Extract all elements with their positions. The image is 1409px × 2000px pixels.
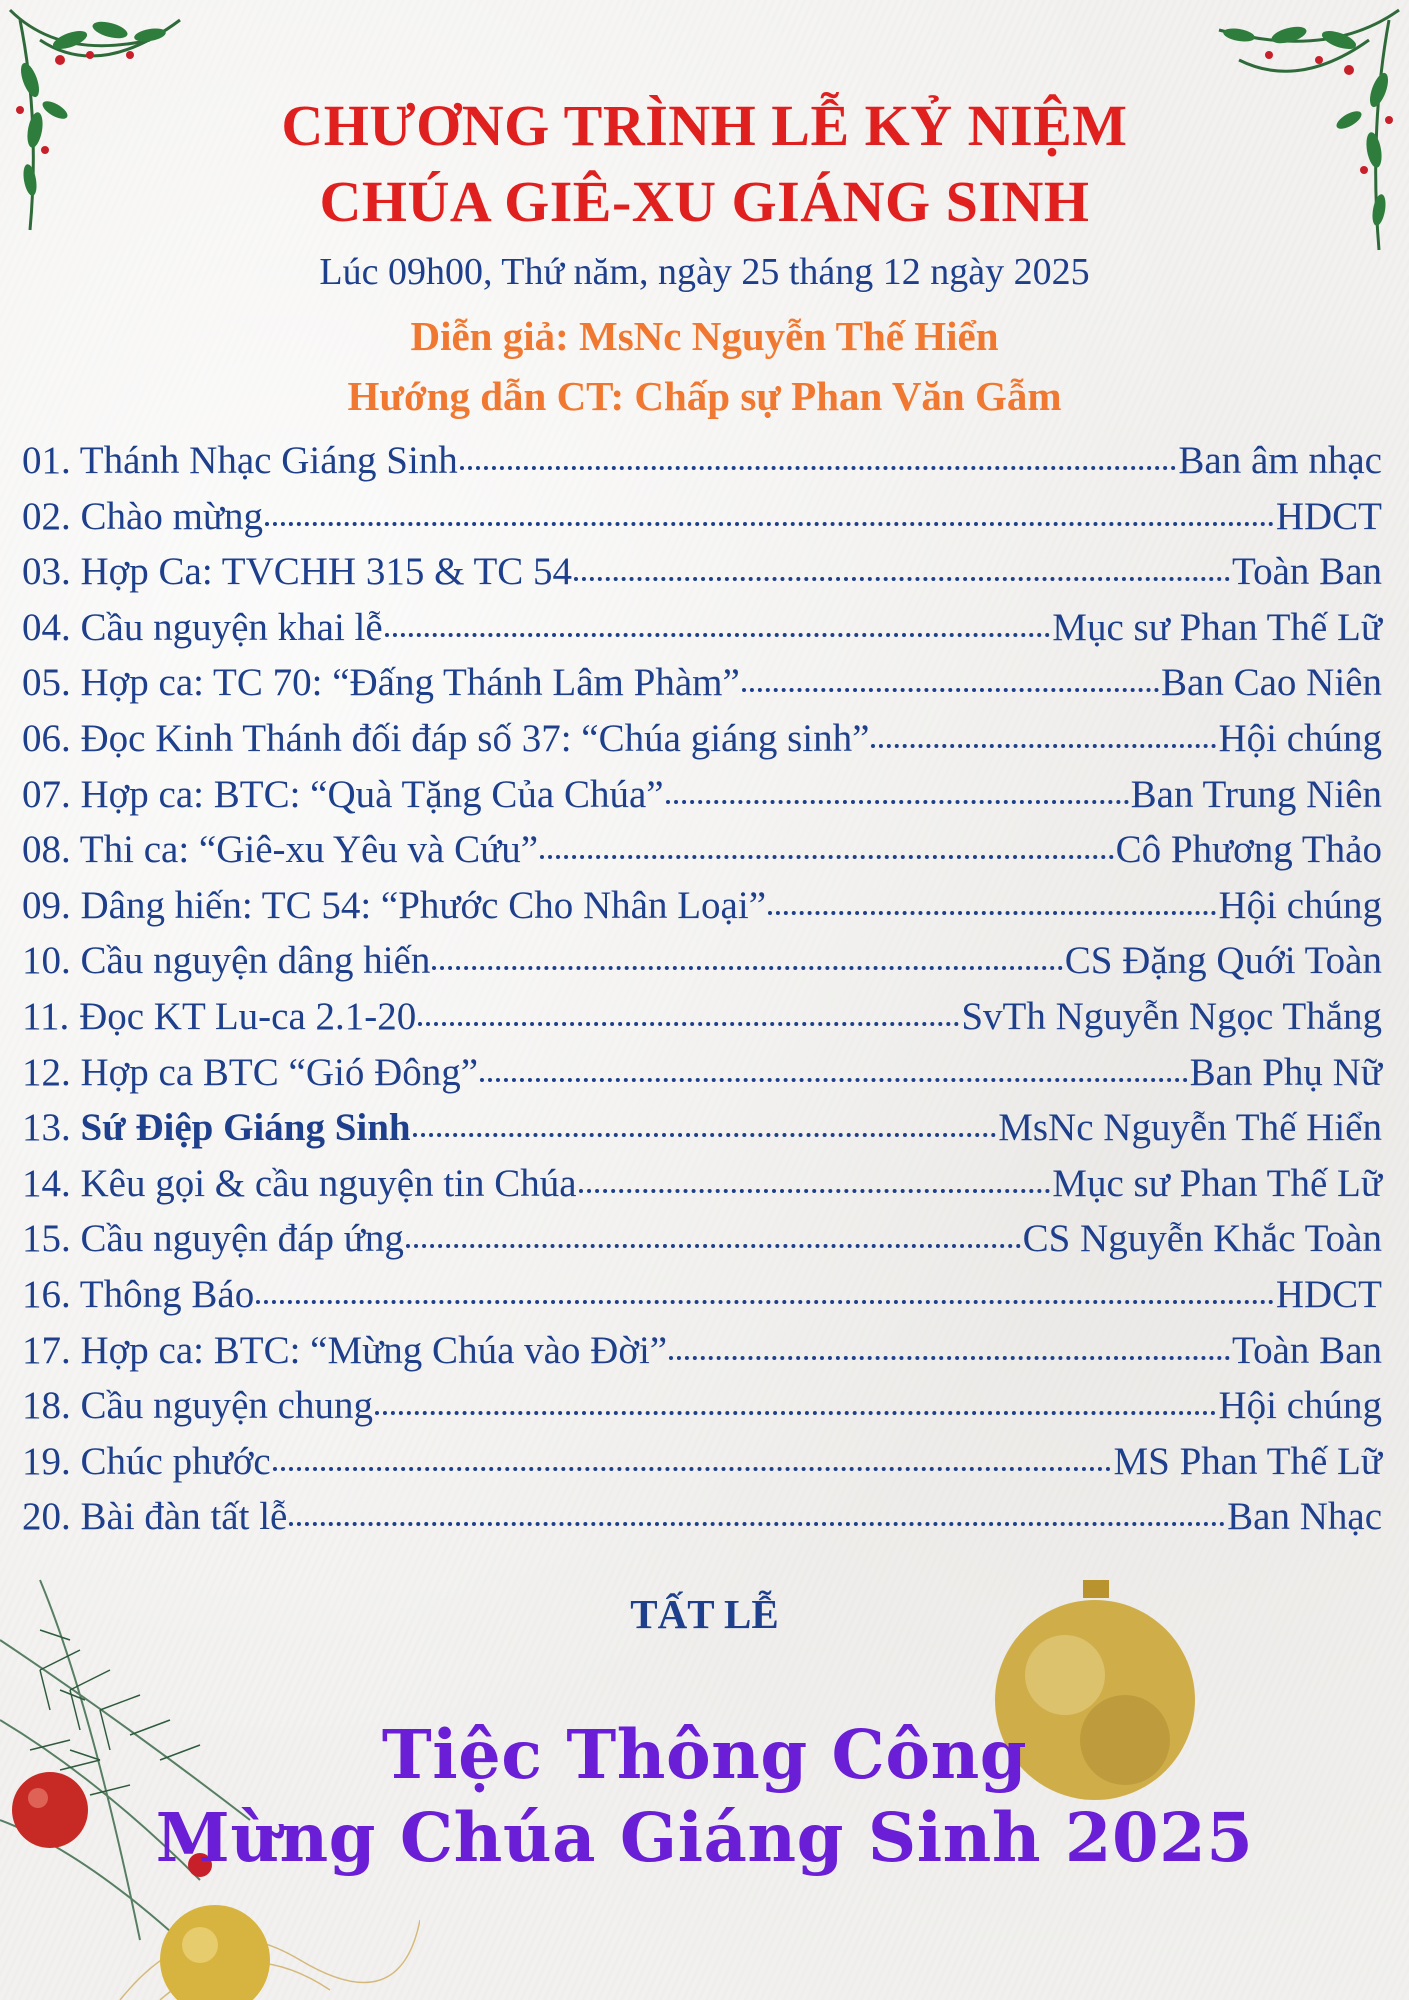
program-item-performer: Mục sư Phan Thế Lữ	[1052, 605, 1382, 649]
program-item-title	[22, 994, 416, 1039]
program-item-title	[22, 938, 430, 983]
program-item-name: Hợp ca: TC 70: “Đấng Thánh Lâm Phàm”	[80, 661, 740, 705]
program-item	[22, 772, 1382, 828]
dot-leader	[265, 522, 1274, 526]
program-item-number: 08.	[22, 828, 71, 872]
program-item	[22, 1050, 1382, 1106]
dot-leader	[480, 1078, 1188, 1082]
program-item-performer: Toàn Ban	[1232, 550, 1382, 594]
program-item-title	[22, 772, 664, 817]
program-item	[22, 1439, 1382, 1495]
program-item-name: Dâng hiến: TC 54: “Phước Cho Nhân Loại”	[80, 883, 767, 927]
program-item-performer: Ban Cao Niên	[1161, 661, 1382, 705]
program-item-title	[22, 1272, 254, 1317]
program-item	[22, 883, 1382, 939]
program-item-performer: MsNc Nguyễn Thế Hiển	[998, 1106, 1382, 1150]
program-item-number: 10.	[22, 939, 71, 983]
program-item-performer: SvTh Nguyễn Ngọc Thắng	[961, 994, 1382, 1038]
dot-leader	[413, 1133, 997, 1137]
dot-leader	[289, 1522, 1225, 1526]
program-item-performer: Ban âm nhạc	[1178, 439, 1382, 482]
program-item-title	[22, 1439, 271, 1484]
program-item-title	[22, 716, 869, 761]
program-item-name: Chúc phước	[80, 1439, 271, 1483]
program-item-title	[22, 605, 383, 650]
program-item-title	[22, 438, 458, 483]
program-item-number: 20.	[22, 1495, 71, 1539]
program-item	[22, 549, 1382, 605]
program-item-number: 12.	[22, 1050, 71, 1094]
program-item-title	[22, 1494, 287, 1539]
closing-label: TẤT LỄ	[630, 1591, 779, 1637]
program-item	[22, 1328, 1382, 1384]
program-item-performer: Mục sư Phan Thế Lữ	[1052, 1161, 1382, 1205]
program-item	[22, 1494, 1382, 1550]
program-item-number: 19.	[22, 1439, 71, 1483]
program-item-number: 16.	[22, 1272, 71, 1316]
program-item	[22, 994, 1382, 1050]
title-line-1: CHƯƠNG TRÌNH LỄ KỶ NIỆM	[281, 93, 1128, 158]
program-item-title	[22, 1328, 667, 1373]
dot-leader	[460, 466, 1177, 470]
host-line: Hướng dẫn CT: Chấp sự Phan Văn Gẫm	[347, 373, 1062, 419]
program-item-title	[22, 827, 538, 872]
program-item-number: 03.	[22, 550, 71, 594]
program-item-number: 18.	[22, 1384, 71, 1428]
program-item-performer: MS Phan Thế Lữ	[1113, 1439, 1382, 1483]
program-item-number: 17.	[22, 1328, 71, 1372]
dot-leader	[742, 688, 1159, 692]
program-item-performer: Hội chúng	[1218, 716, 1382, 760]
program-item-name: Cầu nguyện khai lễ	[80, 605, 383, 649]
program-item-number: 11.	[22, 994, 70, 1038]
program-item-name: Cầu nguyện chung	[80, 1384, 373, 1428]
speaker-line: Diễn giả: MsNc Nguyễn Thế Hiển	[410, 313, 999, 359]
dot-leader	[385, 633, 1051, 637]
program-item-name: Thánh Nhạc Giáng Sinh	[79, 439, 458, 482]
program-item	[22, 938, 1382, 994]
program-item-title	[22, 494, 263, 539]
dot-leader	[375, 1411, 1216, 1415]
program-item-number: 09.	[22, 883, 71, 927]
program-item-name: Cầu nguyện dâng hiến	[80, 939, 431, 983]
program-item-performer: HDCT	[1275, 1272, 1382, 1316]
program-list	[22, 438, 1382, 1550]
program-item-name: Sứ Điệp Giáng Sinh	[80, 1106, 411, 1150]
program-item-title	[22, 1216, 404, 1261]
dot-leader	[669, 1356, 1230, 1360]
program-item-name: Đọc Kinh Thánh đối đáp số 37: “Chúa giáng sinh”	[80, 716, 870, 760]
dot-leader	[540, 855, 1114, 859]
title-line-2: CHÚA GIÊ-XU GIÁNG SINH	[319, 169, 1090, 234]
program-item	[22, 716, 1382, 772]
program-title	[0, 88, 1409, 240]
program-item-number: 07.	[22, 772, 71, 816]
program-item-name: Hợp Ca: TVCHH 315 & TC 54	[80, 550, 573, 594]
program-item-title	[22, 1383, 373, 1428]
dot-leader	[256, 1300, 1274, 1304]
program-item-number: 05.	[22, 661, 71, 705]
event-datetime: Lúc 09h00, Thứ năm, ngày 25 tháng 12 ngày 2025	[319, 251, 1090, 293]
program-item-name: Hợp ca BTC “Gió Đông”	[80, 1050, 479, 1094]
program-item	[22, 1216, 1382, 1272]
program-item-name: Đọc KT Lu-ca 2.1-20	[79, 994, 417, 1038]
dot-leader	[871, 744, 1216, 748]
program-item	[22, 1161, 1382, 1217]
dot-leader	[418, 1022, 959, 1026]
dot-leader	[579, 1189, 1051, 1193]
program-item-performer: HDCT	[1275, 494, 1382, 538]
program-item-name: Hợp ca: BTC: “Mừng Chúa vào Đời”	[80, 1328, 668, 1372]
program-item-number: 14.	[22, 1161, 71, 1205]
program-item-performer: CS Nguyễn Khắc Toàn	[1022, 1217, 1382, 1261]
program-item-performer: Ban Phụ Nữ	[1189, 1050, 1382, 1094]
program-item-performer: Ban Nhạc	[1227, 1495, 1382, 1539]
program-item	[22, 605, 1382, 661]
program-item-performer: Toàn Ban	[1232, 1328, 1382, 1372]
program-item-title	[22, 1050, 478, 1095]
program-item-title	[22, 883, 766, 928]
feast-line-1: Tiệc Thông Công	[381, 1715, 1028, 1794]
program-item	[22, 827, 1382, 883]
program-item-name: Cầu nguyện đáp ứng	[80, 1217, 404, 1261]
program-item	[22, 438, 1382, 494]
program-item-number: 02.	[22, 494, 71, 538]
program-item-number: 13.	[22, 1106, 71, 1150]
program-item-name: Hợp ca: BTC: “Quà Tặng Của Chúa”	[80, 772, 664, 816]
dot-leader	[406, 1244, 1021, 1248]
program-item	[22, 1383, 1382, 1439]
program-item-performer: Hội chúng	[1218, 883, 1382, 927]
program-item-name: Thông Báo	[79, 1272, 255, 1316]
program-item-performer: Ban Trung Niên	[1130, 772, 1382, 816]
program-item	[22, 1105, 1382, 1161]
program-item-number: 15.	[22, 1217, 71, 1261]
program-item	[22, 1272, 1382, 1328]
program-item-performer: Cô Phương Thảo	[1115, 828, 1382, 872]
program-item-number: 04.	[22, 605, 71, 649]
feast-line-2: Mừng Chúa Giáng Sinh 2025	[155, 1798, 1254, 1877]
dot-leader	[768, 911, 1216, 915]
program-item-number: 06.	[22, 716, 71, 760]
program-item-name: Kêu gọi & cầu nguyện tin Chúa	[80, 1161, 577, 1205]
dot-leader	[574, 577, 1230, 581]
program-item	[22, 494, 1382, 550]
dot-leader	[273, 1467, 1112, 1471]
program-item-title	[22, 549, 572, 594]
dot-leader	[432, 966, 1062, 970]
program-item-title	[22, 1161, 577, 1206]
program-item-title	[22, 660, 740, 705]
program-item	[22, 660, 1382, 716]
program-item-name: Thi ca: “Giê-xu Yêu và Cứu”	[79, 828, 539, 872]
program-item-title	[22, 1105, 411, 1150]
program-item-performer: Hội chúng	[1218, 1384, 1382, 1428]
program-item-name: Chào mừng	[80, 494, 264, 538]
dot-leader	[666, 800, 1129, 804]
program-item-performer: CS Đặng Quới Toàn	[1064, 939, 1382, 983]
program-item-number: 01.	[22, 439, 71, 482]
program-item-name: Bài đàn tất lễ	[80, 1495, 288, 1539]
